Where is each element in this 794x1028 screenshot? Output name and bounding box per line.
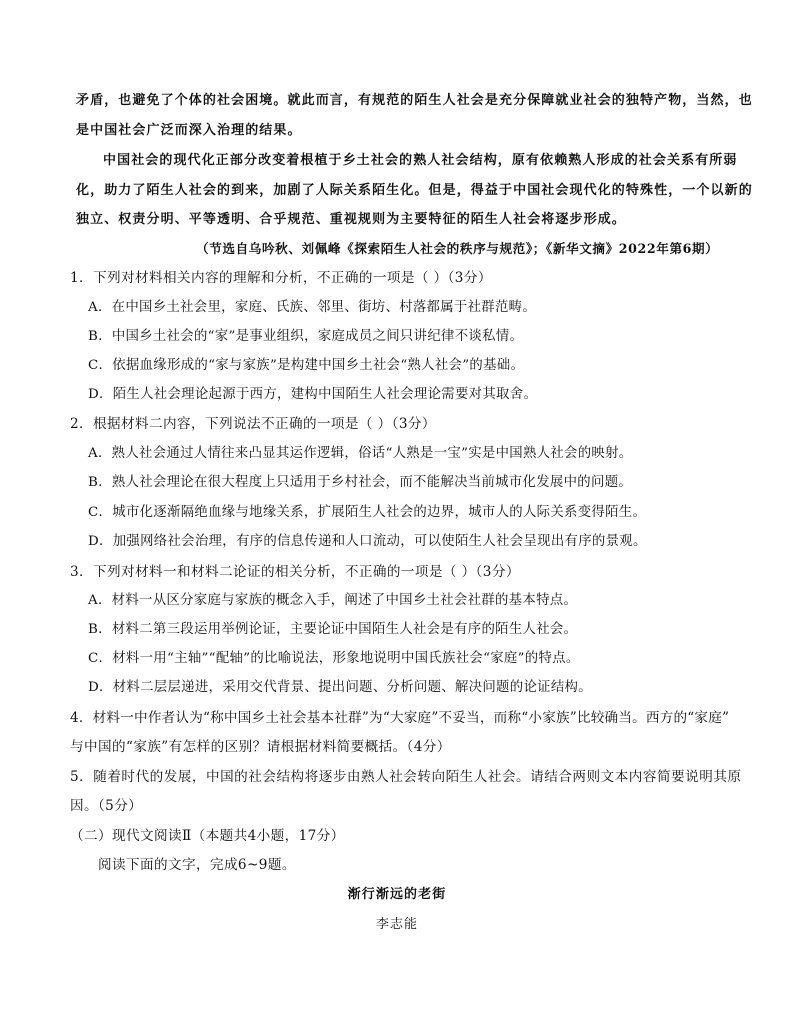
question-2-option-c: C．城市化逐渐隔绝血缘与地缘关系，扩展陌生人社会的边界，城市人的人际关系变得陌生。 (88, 505, 647, 520)
article-author: 李志能 (375, 917, 419, 932)
question-5-stem-line: 5．随着时代的发展，中国的社会结构将逐步由熟人社会转向陌生人社会。请结合两则文本内容简要说明其原 (70, 769, 742, 785)
passage-source-citation: （节选自乌吟秋、刘佩峰《探索陌生人社会的秩序与规范》；《新华文摘》2022年第6期） (196, 241, 719, 256)
question-3-option-d: D．材料二层层递进，采用交代背景、提出问题、分析问题、解决问题的论证结构。 (88, 680, 592, 695)
question-2-option-a: A．熟人社会通过人情往来凸显其运作逻辑，俗话“人熟是一宝”实是中国熟人社会的映射。 (88, 446, 633, 461)
passage-paragraph-line: 中国社会的现代化正部分改变着根植于乡土社会的熟人社会结构，原有依赖熟人形成的社会关系有所弱 (103, 153, 738, 168)
question-1-stem: 1．下列对材料相关内容的理解和分析，不正确的一项是（ ）（3分） (70, 270, 492, 286)
section-heading: （二）现代文阅读Ⅱ（本题共4小题，17分） (70, 828, 345, 844)
reading-instruction: 阅读下面的文字，完成6~9题。 (98, 857, 296, 873)
question-2-option-b: B．熟人社会理论在很大程度上只适用于乡村社会，而不能解决当前城市化发展中的问题。 (88, 475, 633, 490)
passage-paragraph-line: 是中国社会广泛而深入治理的结果。 (76, 123, 302, 138)
question-4-stem-line: 与中国的“家族”有怎样的区别？请根据材料简要概括。（4分） (70, 739, 451, 755)
article-title: 渐行渐远的老街 (347, 887, 447, 902)
question-2-stem: 2．根据材料二内容，下列说法不正确的一项是（ ）（3分） (70, 416, 436, 432)
question-5-stem-line: 因。（5分） (70, 798, 143, 814)
passage-paragraph-line: 独立、权责分明、平等透明、合乎规范、重视规则为主要特征的陌生人社会将逐步形成。 (76, 212, 626, 227)
passage-paragraph-line: 矛盾，也避免了个体的社会困境。就此而言，有规范的陌生人社会是充分保障就业社会的独特产物，当然，也 (76, 93, 753, 108)
question-1-option-d: D．陌生人社会理论起源于西方，建构中国陌生人社会理论需要对其取舍。 (88, 387, 538, 402)
question-3-option-c: C．材料一用“主轴”“配轴”的比喻说法，形象地说明中国氏族社会“家庭”的特点。 (88, 651, 580, 666)
question-3-option-a: A．材料一从区分家庭与家族的概念入手，阐述了中国乡土社会社群的基本特点。 (88, 593, 578, 608)
question-4-stem-line: 4．材料一中作者认为“称中国乡土社会基本社群”为“大家庭”不妥当，而称“小家族”比较确当。西方的“家庭” (70, 710, 730, 726)
question-1-option-b: B．中国乡土社会的“家”是事业组织，家庭成员之间只讲纪律不谈私情。 (88, 329, 524, 344)
question-1-option-c: C．依据血缘形成的“家与家族”是构建中国乡土社会“熟人社会”的基础。 (88, 358, 525, 373)
question-3-stem: 3．下列对材料一和材料二论证的相关分析，不正确的一项是（ ）（3分） (70, 564, 520, 580)
passage-paragraph-line: 化，助力了陌生人社会的到来，加剧了人际关系陌生化。但是，得益于中国社会现代化的特殊性，一个以新的 (76, 183, 753, 198)
question-1-option-a: A．在中国乡土社会里，家庭、氏族、邻里、街坊、村落都属于社群范畴。 (88, 300, 537, 315)
question-3-option-b: B．材料二第三段运用举例论证，主要论证中国陌生人社会是有序的陌生人社会。 (88, 622, 578, 637)
question-2-option-d: D．加强网络社会治理，有序的信息传递和人口流动，可以使陌生人社会呈现出有序的景观。 (88, 534, 647, 549)
